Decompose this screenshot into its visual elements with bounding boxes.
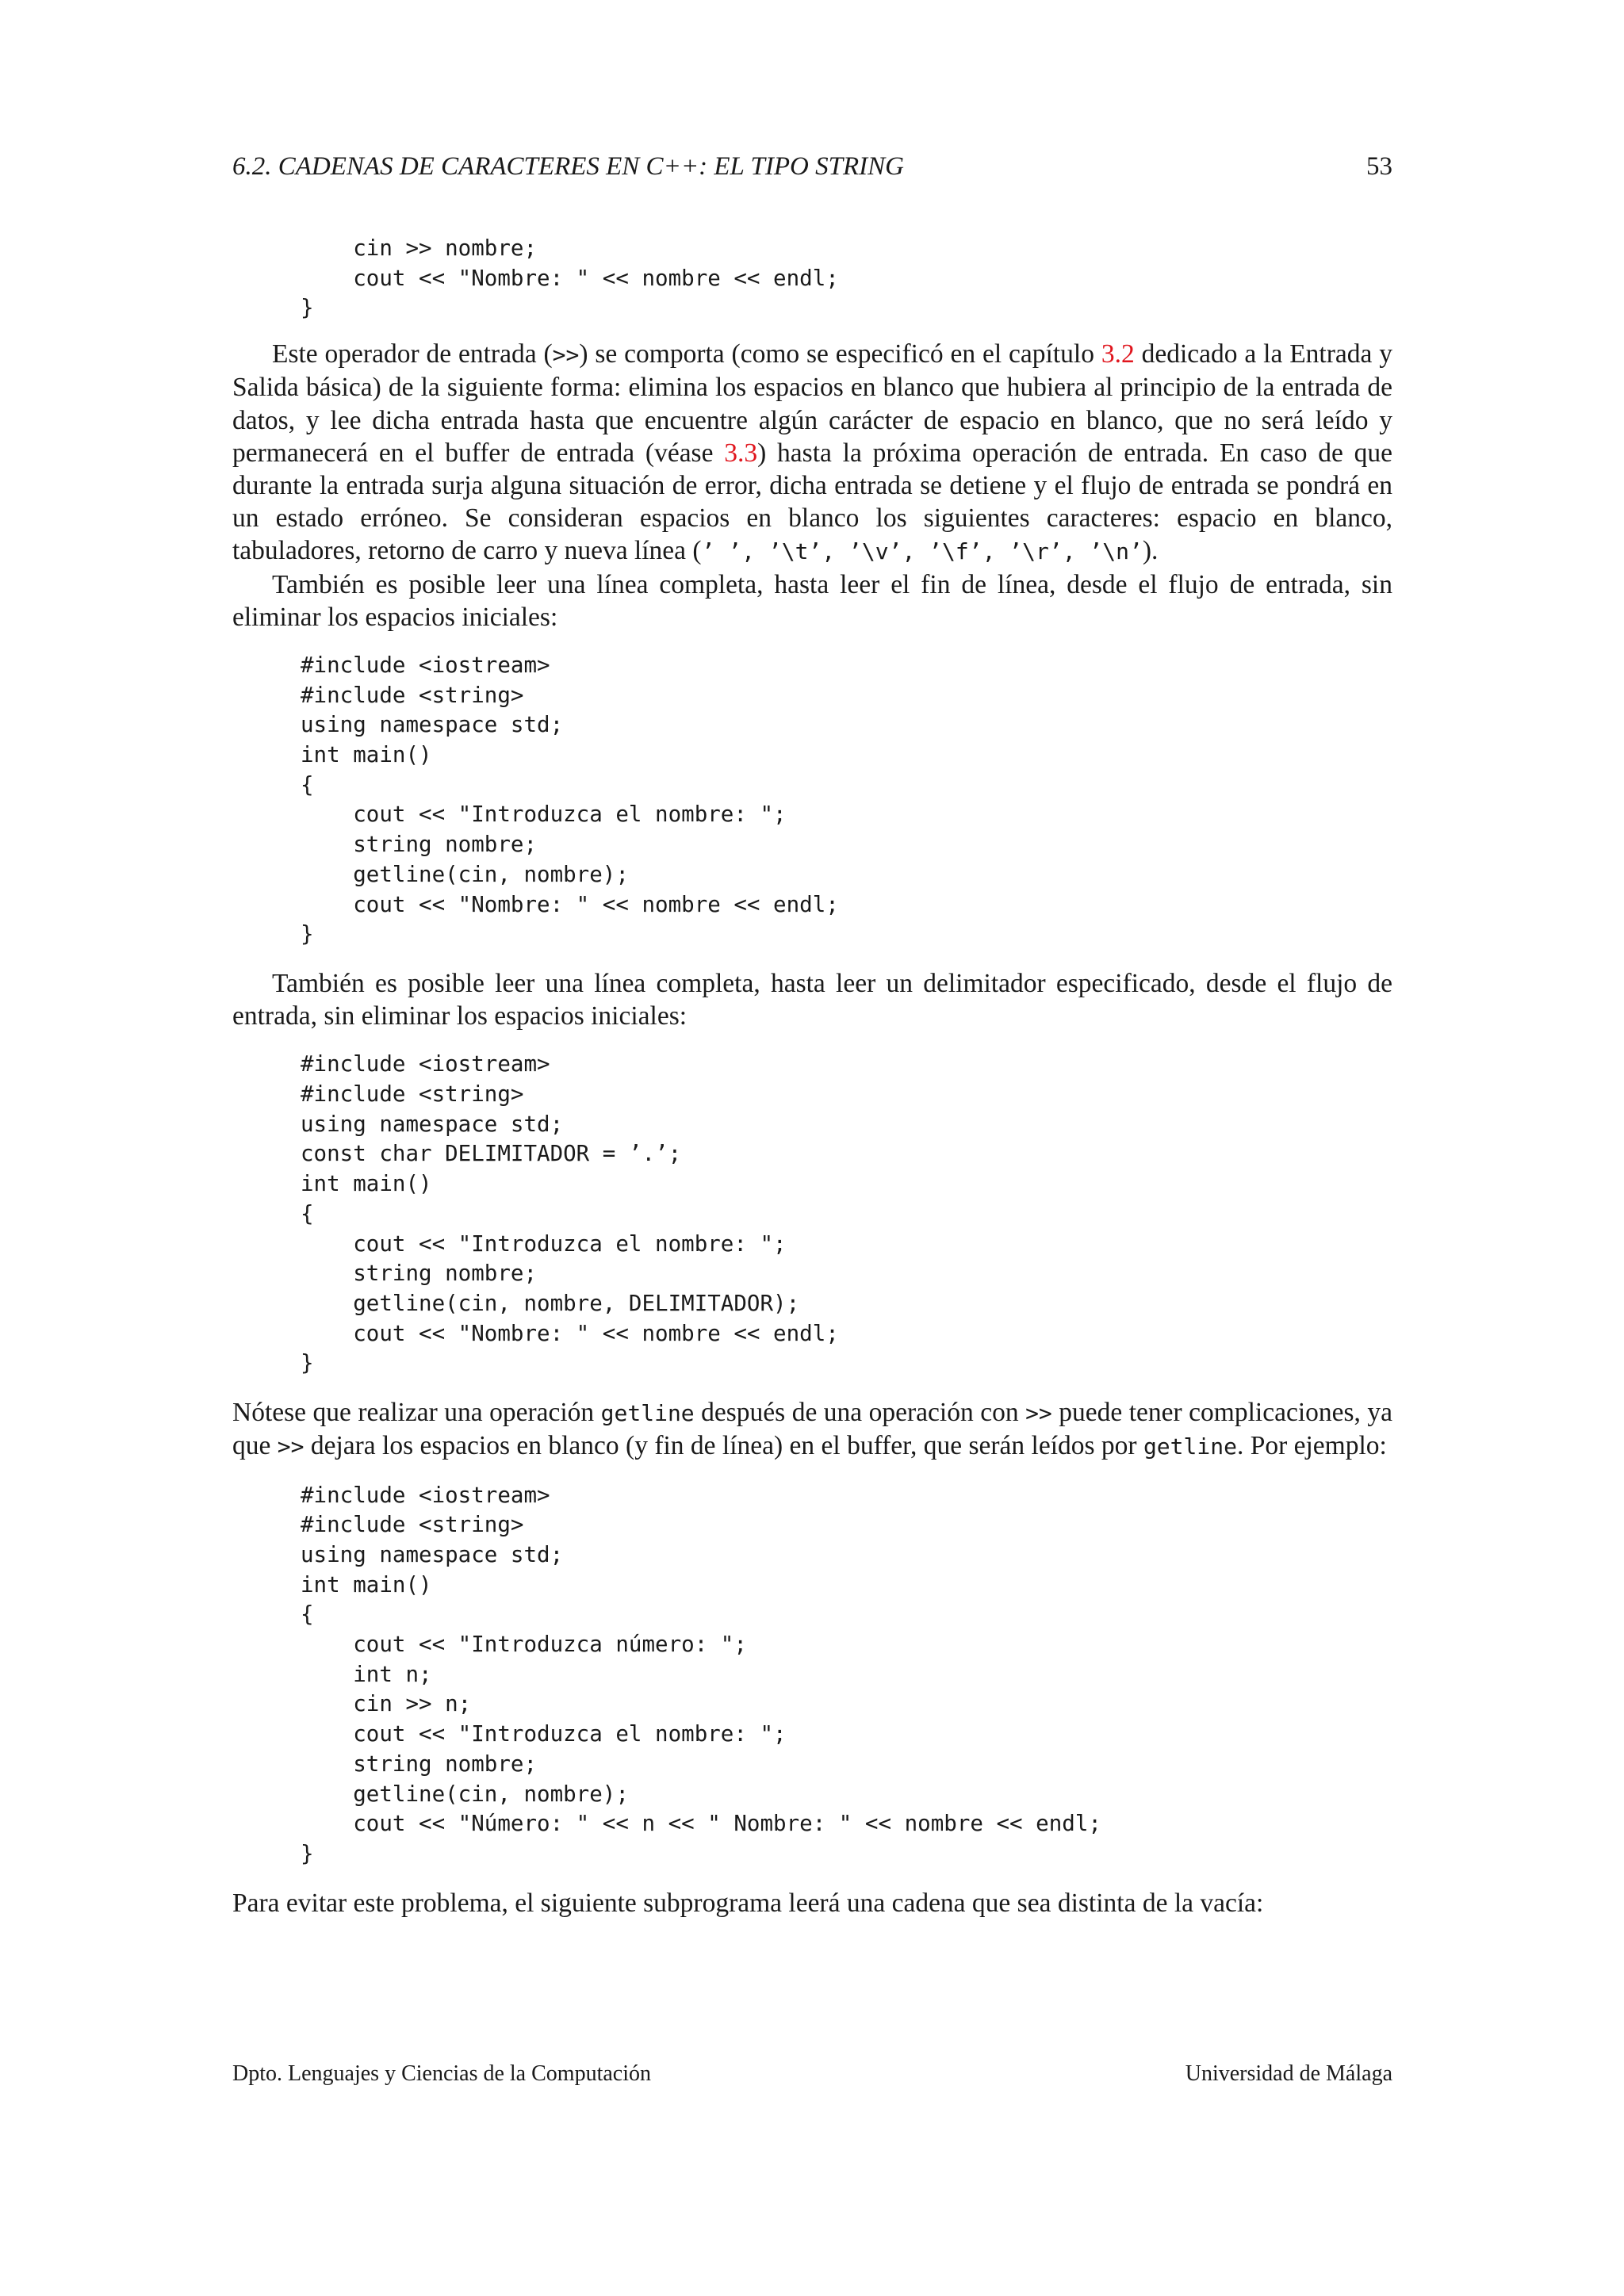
code-line: }	[301, 1350, 314, 1376]
inline-code: >>	[1025, 1400, 1052, 1427]
inline-code: getline	[1143, 1433, 1237, 1460]
code-line: getline(cin, nombre);	[301, 861, 629, 887]
inline-code: ’ ’, ’\t’, ’\v’, ’\f’, ’\r’, ’\n’	[701, 538, 1143, 565]
inline-code: >>	[277, 1433, 304, 1460]
paragraph-text: . Por ejemplo:	[1236, 1431, 1387, 1461]
code-block-3	[232, 1050, 1392, 1379]
code-line: #include <iostream>	[301, 652, 550, 678]
paragraph-getline-note	[232, 1396, 1392, 1463]
paragraph-subprogram-intro: Para evitar este problema, el siguiente subprograma leerá una cadena que sea distinta de la vacía:	[232, 1888, 1264, 1918]
code-line: }	[301, 921, 314, 947]
code-line: string nombre;	[301, 832, 538, 858]
paragraph-text: después de una operación con	[694, 1398, 1026, 1428]
code-block-1	[232, 234, 1392, 323]
code-line: #include <string>	[301, 682, 524, 708]
code-line: cout << "Nombre: " << nombre << endl;	[301, 1320, 839, 1346]
code-line: #include <string>	[301, 1512, 524, 1538]
paragraph-operator-description	[232, 338, 1392, 568]
page-header	[232, 151, 1392, 182]
code-line: using namespace std;	[301, 712, 564, 738]
code-line: {	[301, 1601, 314, 1628]
code-line: using namespace std;	[301, 1541, 564, 1567]
code-line: {	[301, 1200, 314, 1226]
paragraph-getline-intro: También es posible leer una línea completa, hasta leer el fin de línea, desde el flujo de entrada, sin eliminar los espacios iniciales:	[232, 569, 1392, 632]
code-line: cout << "Nombre: " << nombre << endl;	[301, 891, 839, 917]
code-line: }	[301, 295, 314, 321]
code-line: cout << "Introduzca el nombre: ";	[301, 1721, 787, 1747]
paragraph-text: ).	[1142, 536, 1159, 566]
code-line: getline(cin, nombre);	[301, 1781, 629, 1807]
code-line: int main()	[301, 1171, 432, 1197]
paragraph-text: puede tener complicaciones, ya que	[232, 1398, 1393, 1461]
code-line: }	[301, 1840, 314, 1866]
code-line: #include <iostream>	[301, 1482, 550, 1508]
code-line: {	[301, 771, 314, 798]
code-line: cout << "Introduzca el nombre: ";	[301, 1230, 787, 1257]
code-line: cout << "Introduzca número: ";	[301, 1632, 747, 1658]
paragraph-text: ) hasta la próxima operación de entrada. En caso de que durante la entrada surja alguna situación de error, dicha entrada se detiene y el flujo de entrada se pondrá en un estado erróneo. Se consideran espacios en blanco los siguientes caracteres: espacio en blanco, tabuladores, retorno de carro y nueva línea (	[232, 438, 1392, 566]
chapter-reference-link[interactable]: 3.2	[1101, 339, 1135, 369]
page-number: 53	[1366, 152, 1392, 181]
section-reference-link[interactable]: 3.3	[724, 438, 758, 468]
code-line: const char DELIMITADOR = ’.’;	[301, 1141, 682, 1167]
code-line: cout << "Número: " << n << " Nombre: " << nombre << endl;	[301, 1811, 1101, 1837]
code-line: int n;	[301, 1661, 432, 1687]
inline-code: >>	[552, 342, 580, 369]
code-line: int main()	[301, 1571, 432, 1598]
code-line: cout << "Nombre: " << nombre << endl;	[301, 265, 839, 291]
code-line: getline(cin, nombre, DELIMITADOR);	[301, 1291, 800, 1316]
paragraph-delimiter-intro: También es posible leer una línea completa, hasta leer un delimitador especificado, desde el flujo de entrada, sin eliminar los espacios iniciales:	[232, 968, 1392, 1031]
code-line: using namespace std;	[301, 1111, 564, 1137]
footer-department: Dpto. Lenguajes y Ciencias de la Computación	[232, 2061, 651, 2086]
paragraph-text: ) se comporta (como se especificó en el capítulo	[579, 339, 1101, 369]
inline-code: getline	[600, 1400, 695, 1427]
page-footer	[232, 2061, 1392, 2087]
code-line: cin >> nombre;	[301, 235, 538, 261]
footer-university: Universidad de Málaga	[1185, 2061, 1392, 2086]
code-line: string nombre;	[301, 1751, 538, 1777]
paragraph-text: Nótese que realizar una operación	[232, 1398, 601, 1428]
page-body	[232, 151, 1392, 1919]
code-line: #include <string>	[301, 1081, 524, 1108]
code-block-4	[232, 1481, 1392, 1869]
code-line: #include <iostream>	[301, 1051, 550, 1077]
paragraph-text: dejara los espacios en blanco (y fin de línea) en el buffer, que serán leídos por	[304, 1431, 1143, 1461]
paragraph-text: dedicado a la Entrada y Salida básica) de la siguiente forma: elimina los espacios en blanco que hubiera al principio de la entrada de datos, y lee dicha entrada hasta que encuentre algún carácter de espacio en blanco, que no será leído y permanecerá en el buffer de entrada (véase	[232, 339, 1392, 468]
code-line: int main()	[301, 742, 432, 768]
code-line: string nombre;	[301, 1261, 538, 1287]
code-line: cout << "Introduzca el nombre: ";	[301, 802, 787, 828]
code-block-2	[232, 651, 1392, 950]
paragraph-text: Este operador de entrada (	[272, 339, 553, 369]
code-line: cin >> n;	[301, 1691, 472, 1717]
section-title: 6.2. CADENAS DE CARACTERES EN C++: EL TIPO STRING	[232, 152, 904, 181]
